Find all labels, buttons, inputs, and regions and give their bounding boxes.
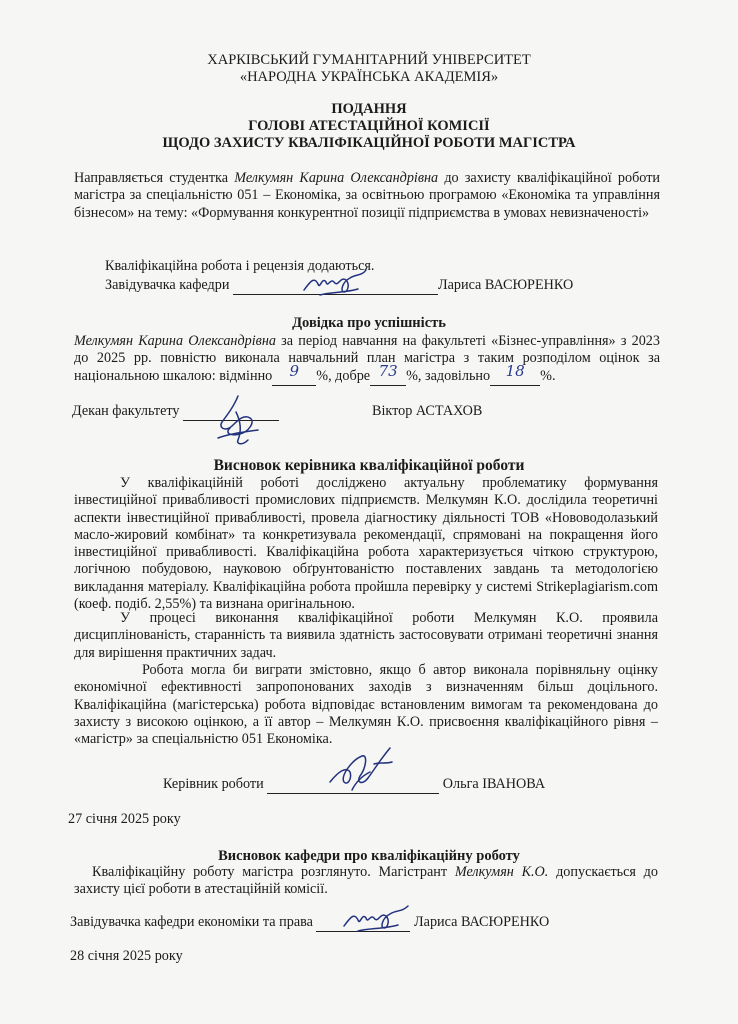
head-name: Лариса ВАСЮРЕНКО bbox=[437, 277, 574, 293]
progress-heading: Довідка про успішність bbox=[292, 315, 446, 331]
department-paragraph: Кваліфікаційну роботу магістра розглянуто. Магістрант Мелкумян К.О. допускається до захисту цієї роботи в атестаційній комісії. bbox=[74, 864, 658, 898]
title-line-3: ЩОДО ЗАХИСТУ КВАЛІФІКАЦІЙНОЇ РОБОТИ МАГІСТРА bbox=[162, 135, 576, 151]
progress-student-name: Мелкумян Карина Олександрівна bbox=[74, 333, 276, 349]
supervisor-paragraph-2: У процесі виконання кваліфікаційної роботи Мелкумян К.О. проявила дисциплінованість, старанність та виявила здатність застосовувати отримані теоретичні знання для вирішення практичних задач. bbox=[74, 610, 658, 661]
progress-paragraph: Мелкумян Карина Олександрівна за період навчання на факультеті «Бізнес-управління» з 2023 до 2025 рр. повністю виконала навчальний план магістра з таким розподілом оцінок за національною шкалою: відмінно 9 %, добре 73 %, задовільно 18 %. bbox=[74, 333, 660, 386]
excellent-percent: 9 bbox=[289, 361, 300, 380]
supervisor-paragraph-1: У кваліфікаційній роботі досліджено актуальну проблематику формування інвестиційної привабливості промислових підприємств. Мелкумян К.О. дослідила теоретичні аспекти інвестиційної привабливості, провела діагностику діяльності ТОВ «Нововодолазький масло-жировий комбінат» та конкретизувала рекомендації, спрямовані на покращення його інвестиційної привабливості. Кваліфікаційна робота характеризується чіткою структурою, логічною побудовою, науковою обґрунтованістю поставлених завдань та методологією викладання матеріалу. Кваліфікаційна робота пройшла перевірку у системі Strikeplagiarism.com (коеф. подіб. 2,55%) та визнана оригінальною. bbox=[74, 475, 658, 613]
signature-vasiurenko-2 bbox=[340, 900, 412, 936]
title-line-2: ГОЛОВІ АТЕСТАЦІЙНОЇ КОМІСІЇ bbox=[248, 118, 490, 134]
supervisor-label: Керівник роботи bbox=[163, 776, 264, 792]
department-head-name: Лариса ВАСЮРЕНКО bbox=[414, 914, 550, 930]
satisfactory-percent: 18 bbox=[505, 361, 525, 380]
excellent-blank bbox=[272, 361, 316, 386]
supervisor-paragraph-3: Робота могла би виграти змістовно, якщо б автор виконала порівняльну оцінку економічної ефективності запропонованих заходів з визначенням більш доцільного. Кваліфікаційна (магістерська) робота відповідає встановленим вимогам та рекомендована до захисту з високою оцінкою, а її автор – Мелкумян К.О. присвоєння кваліфікаційного рівня – «магістр» за спеціальністю 051 Економіка. bbox=[74, 662, 658, 748]
university-name bbox=[0, 52, 738, 86]
signature-dean bbox=[208, 392, 268, 450]
university-line-2: «НАРОДНА УКРАЇНСЬКА АКАДЕМІЯ» bbox=[239, 69, 499, 85]
university-line-1: ХАРКІВСЬКИЙ ГУМАНІТАРНИЙ УНІВЕРСИТЕТ bbox=[207, 52, 531, 68]
good-percent: 73 bbox=[378, 361, 398, 380]
intro-paragraph: Направляється студентка Мелкумян Карина Олександрівна до захисту кваліфікаційної роботи магістра за спеціальністю 051 – Економіка, за освітньою програмою «Економіка та управління бізнесом» на тему: «Формування конкурентної позиції підприємства в умовах невизначеності» bbox=[74, 170, 660, 221]
department-head-label: Завідувачка кафедри економіки та права bbox=[70, 914, 313, 930]
head-label: Завідувачка кафедри bbox=[105, 277, 230, 293]
good-blank bbox=[370, 361, 406, 386]
satisfactory-blank bbox=[490, 361, 540, 386]
signature-vasiurenko-1 bbox=[300, 262, 372, 302]
attachment-note: Кваліфікаційна робота і рецензія додаються. bbox=[105, 258, 375, 274]
document-title bbox=[0, 101, 738, 152]
dean-name: Віктор АСТАХОВ bbox=[372, 403, 483, 419]
supervisor-name: Ольга ІВАНОВА bbox=[442, 776, 546, 792]
supervisor-heading: Висновок керівника кваліфікаційної роботи bbox=[213, 457, 525, 474]
department-signature-line bbox=[70, 914, 549, 932]
department-student-name: Мелкумян К.О. bbox=[454, 864, 549, 880]
student-name: Мелкумян Карина Олександрівна bbox=[234, 170, 439, 186]
dean-label: Декан факультету bbox=[72, 403, 180, 419]
supervisor-date: 27 січня 2025 року bbox=[68, 811, 181, 827]
department-date: 28 січня 2025 року bbox=[70, 948, 183, 964]
title-line-1: ПОДАННЯ bbox=[331, 101, 407, 117]
signature-ivanova bbox=[322, 742, 402, 800]
department-heading: Висновок кафедри про кваліфікаційну роботу bbox=[218, 848, 520, 864]
